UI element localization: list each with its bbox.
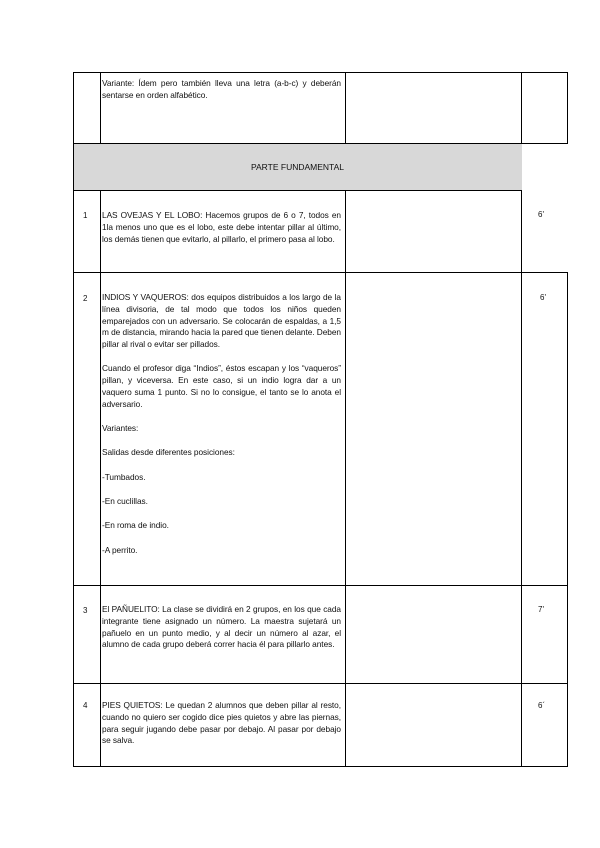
activity-paragraph: -En roma de indio.: [102, 520, 169, 531]
column-border: [521, 190, 522, 767]
activity-time: 6´: [538, 701, 546, 710]
activity-description: [102, 604, 341, 664]
table-bottom-border: [73, 766, 568, 767]
activity-time: 7': [538, 605, 544, 614]
activity-time: 6': [540, 293, 546, 302]
activity-paragraph: INDIOS Y VAQUEROS: dos equipos distribuidos a los largo de la línea divisoria, de tal modo que todos los niños queden emparejados con un adversario. Se colocarán de espaldas, a 1,5 m de distancia, mirando hacia la pared que tienen delante. Deben pillar al rival o evitar ser pillados.: [102, 292, 341, 350]
activity-number: 1: [83, 211, 88, 220]
row-border: [73, 272, 568, 273]
section-heading: PARTE FUNDAMENTAL: [250, 162, 345, 172]
activity-paragraph: El PAÑUELITO: La clase se dividirá en 2 grupos, en los que cada integrante tiene asignado un número. La maestra sujetará un pañuelo en un punto medio, y al decir un número al azar, el alumno de cada grupo deberá correr hacia él para pillarlo antes.: [102, 604, 341, 650]
activity-description: [102, 700, 341, 760]
activity-paragraph: -En cuclillas.: [102, 496, 148, 507]
table-right-border: [567, 72, 568, 144]
column-border: [100, 190, 101, 767]
activity-paragraph: Variantes:: [102, 423, 139, 434]
row-border: [73, 143, 568, 144]
activity-paragraph: PIES QUIETOS: Le quedan 2 alumnos que deben pillar al resto, cuando no quiero ser cogido dice pies quietos y abre las piernas, para seguir jugando debe pasar por debajo. Al pasar por debajo se salva.: [102, 700, 341, 746]
row-border: [73, 585, 568, 586]
table-top-border: [73, 72, 568, 73]
table-right-border: [567, 272, 568, 767]
activity-time: 6': [538, 210, 544, 219]
column-border: [521, 72, 522, 144]
column-border: [100, 72, 101, 144]
activity-paragraph: LAS OVEJAS Y EL LOBO: Hacemos grupos de 6 o 7, todos en 1la menos uno que es el lobo, este debe intentar pillar al último, los demás tienen que evitarlo, al pillarlo, el primero pasa al lobo.: [102, 210, 341, 244]
row-border: [73, 190, 522, 191]
activity-paragraph: Salidas desde diferentes posiciones:: [102, 447, 235, 458]
row-border: [73, 683, 568, 684]
activity-paragraph: -A perrito.: [102, 544, 138, 555]
top-variant-text: Variante: Ídem pero también lleva una letra (a-b-c) y deberán sentarse en orden alfabético.: [102, 78, 341, 100]
column-border: [345, 190, 346, 767]
activity-paragraph: -Tumbados.: [102, 471, 146, 482]
activity-number: 4: [83, 701, 88, 710]
activity-description: [102, 210, 341, 258]
activity-description: [102, 292, 341, 569]
column-border: [345, 72, 346, 144]
activity-paragraph: Cuando el profesor diga “Indios”, éstos escapan y los “vaqueros” pillan, y viceversa. En este caso, si un indio logra dar a un vaquero suma 1 punto. Si no lo consigue, el tanto se lo anota el adversario.: [102, 363, 341, 409]
activity-number: 2: [83, 294, 88, 303]
table-left-border: [73, 72, 74, 767]
activity-number: 3: [83, 606, 88, 615]
